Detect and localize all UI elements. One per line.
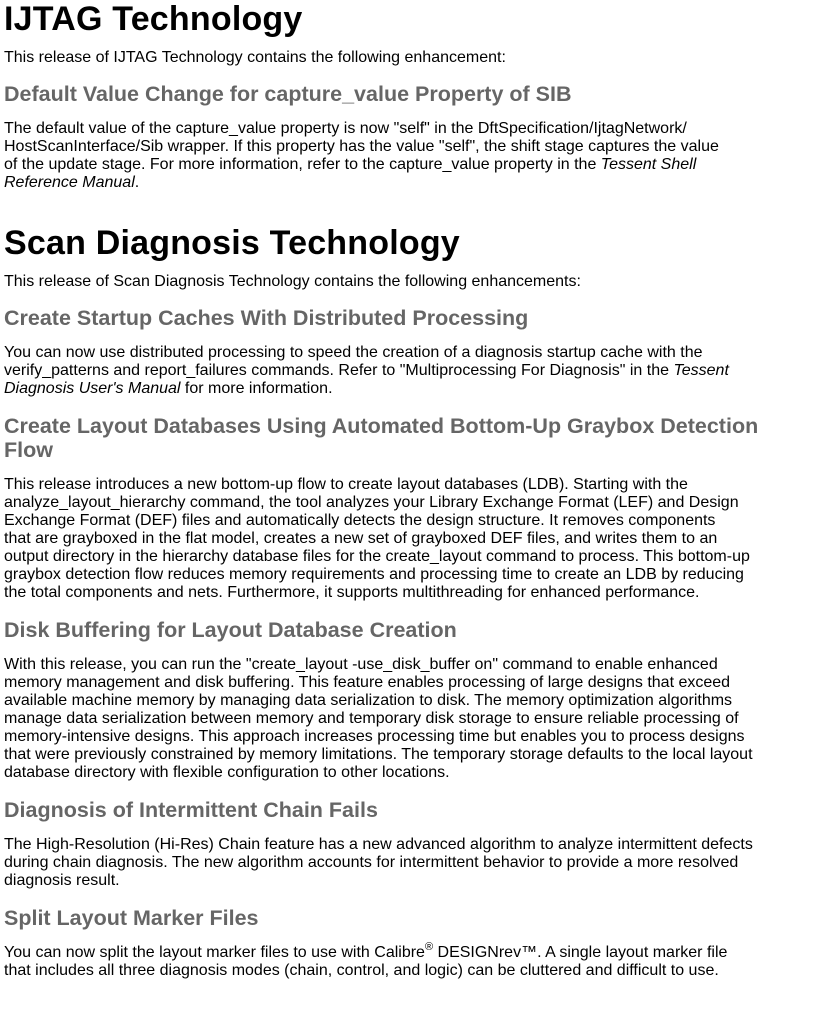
text-run: You can now split the layout marker files to use with Calibre — [4, 944, 425, 961]
text-line: memory management and disk buffering. This feature enables processing of large designs that exceed — [4, 674, 731, 691]
startup-caches-heading: Create Startup Caches With Distributed Processing — [4, 306, 529, 330]
ijtag-title: IJTAG Technology — [4, 0, 303, 38]
text-line: available machine memory by managing data serialization to disk. The memory optimization algorithms — [4, 692, 733, 709]
default-value-heading: Default Value Change for capture_value Property of SIB — [4, 82, 572, 106]
text-line: diagnosis result. — [4, 872, 120, 889]
text-run: verify_patterns and report_failures commands. Refer to "Multiprocessing For Diagnosis" in the — [4, 362, 674, 379]
text-line: The High-Resolution (Hi-Res) Chain feature has a new advanced algorithm to analyze intermittent defects — [4, 836, 753, 853]
split-marker-heading: Split Layout Marker Files — [4, 906, 259, 930]
manual-title-italic: Reference Manual — [4, 174, 135, 191]
layout-databases-paragraph — [4, 476, 794, 602]
manual-title-italic: Tessent — [673, 362, 729, 379]
scan-diagnosis-intro: This release of Scan Diagnosis Technology contains the following enhancements: — [4, 273, 581, 290]
text-line: This release introduces a new bottom-up flow to create layout databases (LDB). Starting with the — [4, 476, 688, 493]
split-marker-paragraph — [4, 941, 794, 980]
disk-buffering-heading: Disk Buffering for Layout Database Creation — [4, 618, 457, 642]
text-line: You can now use distributed processing to speed the creation of a diagnosis startup cache with the — [4, 344, 703, 361]
text-line: graybox detection flow reduces memory requirements and processing time to create an LDB by reducing — [4, 566, 744, 583]
text-run: DESIGNrev™. A single layout marker file — [433, 944, 728, 961]
text-line: Exchange Format (DEF) files and automatically detects the design structure. It removes components — [4, 512, 716, 529]
text-line — [4, 941, 794, 962]
text-line — [4, 380, 794, 398]
ijtag-intro: This release of IJTAG Technology contains the following enhancement: — [4, 49, 506, 66]
text-line — [4, 174, 794, 192]
text-line: analyze_layout_hierarchy command, the tool analyzes your Library Exchange Format (LEF) and Design — [4, 494, 739, 511]
disk-buffering-paragraph — [4, 656, 794, 782]
manual-title-italic: Tessent Shell — [600, 156, 697, 173]
text-line: The default value of the capture_value property is now "self" in the DftSpecification/IjtagNetwork/ — [4, 120, 687, 137]
text-line: the total components and nets. Furthermore, it supports multithreading for enhanced performance. — [4, 584, 700, 601]
text-line: database directory with flexible configuration to other locations. — [4, 764, 450, 781]
text-line — [4, 362, 794, 380]
text-line: during chain diagnosis. The new algorithm accounts for intermittent behavior to provide a more resolved — [4, 854, 739, 871]
text-line: that are grayboxed in the flat model, creates a new set of grayboxed DEF files, and writes them to an — [4, 530, 718, 547]
heading-line: Create Layout Databases Using Automated Bottom-Up Graybox Detection — [4, 414, 759, 438]
text-line: manage data serialization between memory and temporary disk storage to ensure reliable processing of — [4, 710, 739, 727]
text-run: for more information. — [180, 380, 333, 397]
heading-line: Flow — [4, 438, 53, 462]
startup-caches-paragraph — [4, 344, 794, 398]
text-line: memory-intensive designs. This approach increases processing time but enables you to process designs — [4, 728, 745, 745]
text-run: of the update stage. For more information, refer to the capture_value property in the — [4, 156, 601, 173]
text-line: that were previously constrained by memory limitations. The temporary storage defaults to the local layout — [4, 746, 753, 763]
default-value-paragraph — [4, 120, 794, 192]
scan-diagnosis-title: Scan Diagnosis Technology — [4, 224, 460, 262]
text-line: output directory in the hierarchy database files for the create_layout command to process. This bottom-up — [4, 548, 750, 565]
layout-databases-heading — [4, 414, 833, 462]
text-run: . — [134, 174, 140, 191]
text-line: With this release, you can run the "create_layout -use_disk_buffer on" command to enable enhanced — [4, 656, 718, 673]
intermittent-chain-paragraph — [4, 836, 794, 890]
text-line — [4, 156, 794, 174]
text-line: HostScanInterface/Sib wrapper. If this property has the value "self", the shift stage captures the value — [4, 138, 719, 155]
intermittent-chain-heading: Diagnosis of Intermittent Chain Fails — [4, 798, 378, 822]
text-line: that includes all three diagnosis modes (chain, control, and logic) can be cluttered and difficult to use. — [4, 962, 719, 979]
manual-title-italic: Diagnosis User's Manual — [4, 380, 181, 397]
registered-mark: ® — [424, 941, 434, 953]
